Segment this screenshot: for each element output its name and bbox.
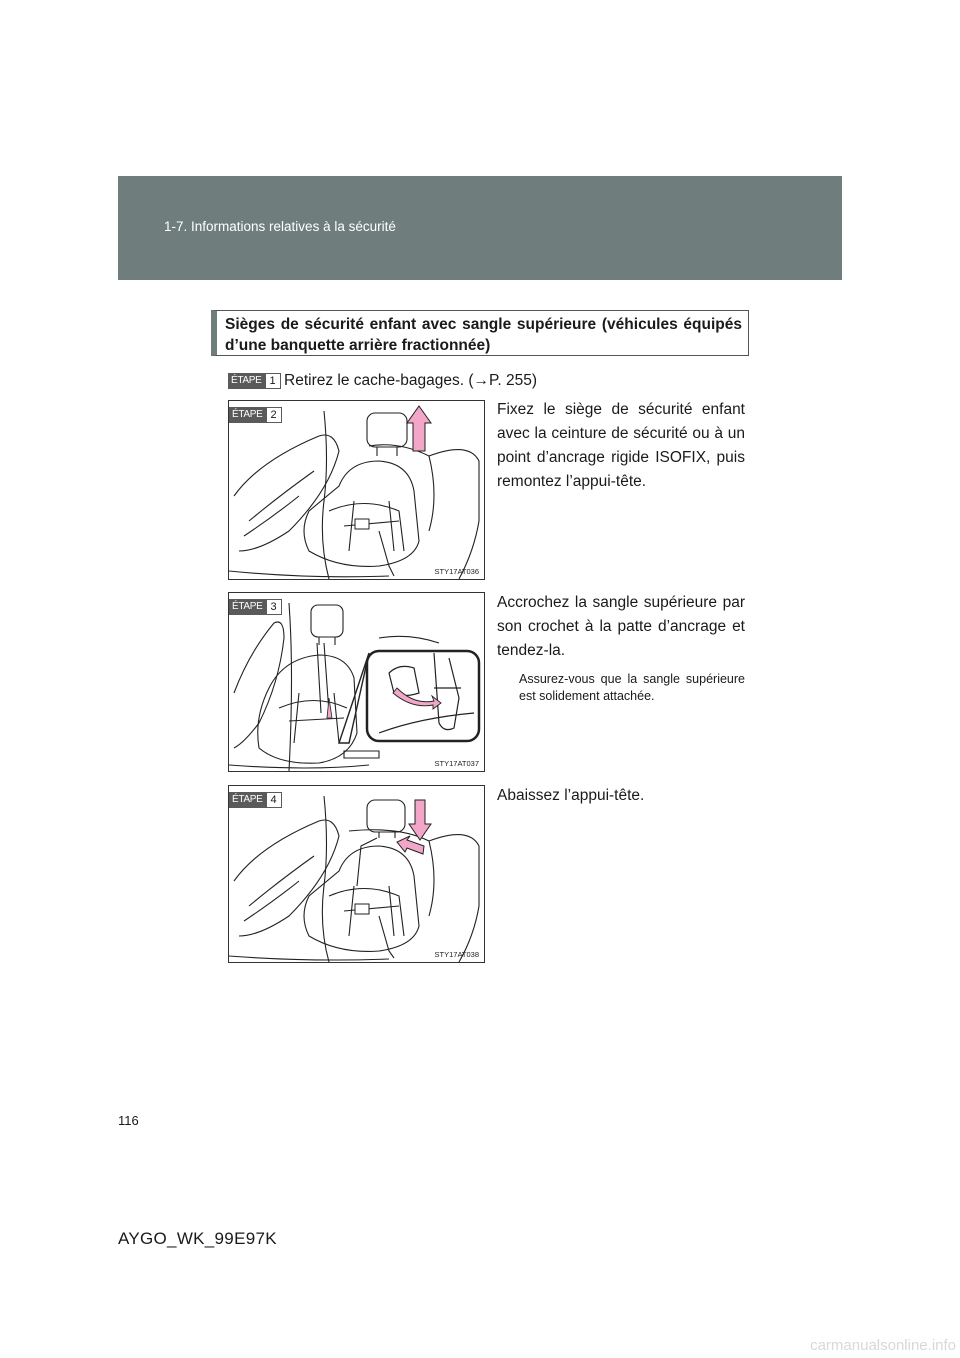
watermark: carmanualsonline.info [810, 1337, 956, 1354]
step-label: ÉTAPE [228, 373, 265, 389]
header-band [118, 176, 842, 280]
figure-code: STY17AT036 [434, 567, 479, 576]
step-3-figure [228, 592, 485, 772]
step-number: 2 [266, 407, 282, 423]
step-1-text: Retirez le cache-bagages. (→P. 255) [284, 372, 538, 389]
step-3-badge [229, 599, 282, 615]
figure-code: STY17AT037 [434, 759, 479, 768]
child-seat-headrest-down-illustration [229, 786, 485, 963]
step-label: ÉTAPE [229, 407, 266, 423]
step-4-text: Abaissez l’appui-tête. [497, 787, 645, 804]
figure-code: STY17AT038 [434, 950, 479, 959]
step-number: 1 [265, 373, 281, 389]
top-tether-hook-illustration [229, 593, 485, 772]
section-breadcrumb: 1-7. Informations relatives à la sécurité [164, 219, 396, 234]
step-label: ÉTAPE [229, 792, 266, 808]
step-2-badge [229, 407, 282, 423]
step-2-text: Fixez le siège de sécurité enfant avec la ceinture de sécurité ou à un point d’ancrage rigide ISOFIX, puis remontez l’appui-tête. [497, 401, 745, 490]
step-3-note: Assurez-vous que la sangle supérieure est solidement attachée. [519, 672, 745, 703]
page-number: 116 [118, 1113, 139, 1128]
document-code: AYGO_WK_99E97K [118, 1229, 277, 1248]
step-2-figure [228, 400, 485, 580]
step-1-badge [228, 373, 281, 389]
step-4-badge [229, 792, 282, 808]
section-title: Sièges de sécurité enfant avec sangle supérieure (véhicules équipés d’une banquette arrière fractionnée) [225, 316, 742, 354]
child-seat-headrest-up-illustration [229, 401, 485, 580]
step-number: 4 [266, 792, 282, 808]
step-label: ÉTAPE [229, 599, 266, 615]
step-3-text: Accrochez la sangle supérieure par son crochet à la patte d’ancrage et tendez-la. [497, 594, 745, 659]
step-number: 3 [266, 599, 282, 615]
section-heading-box [211, 310, 749, 356]
step-4-figure [228, 785, 485, 963]
